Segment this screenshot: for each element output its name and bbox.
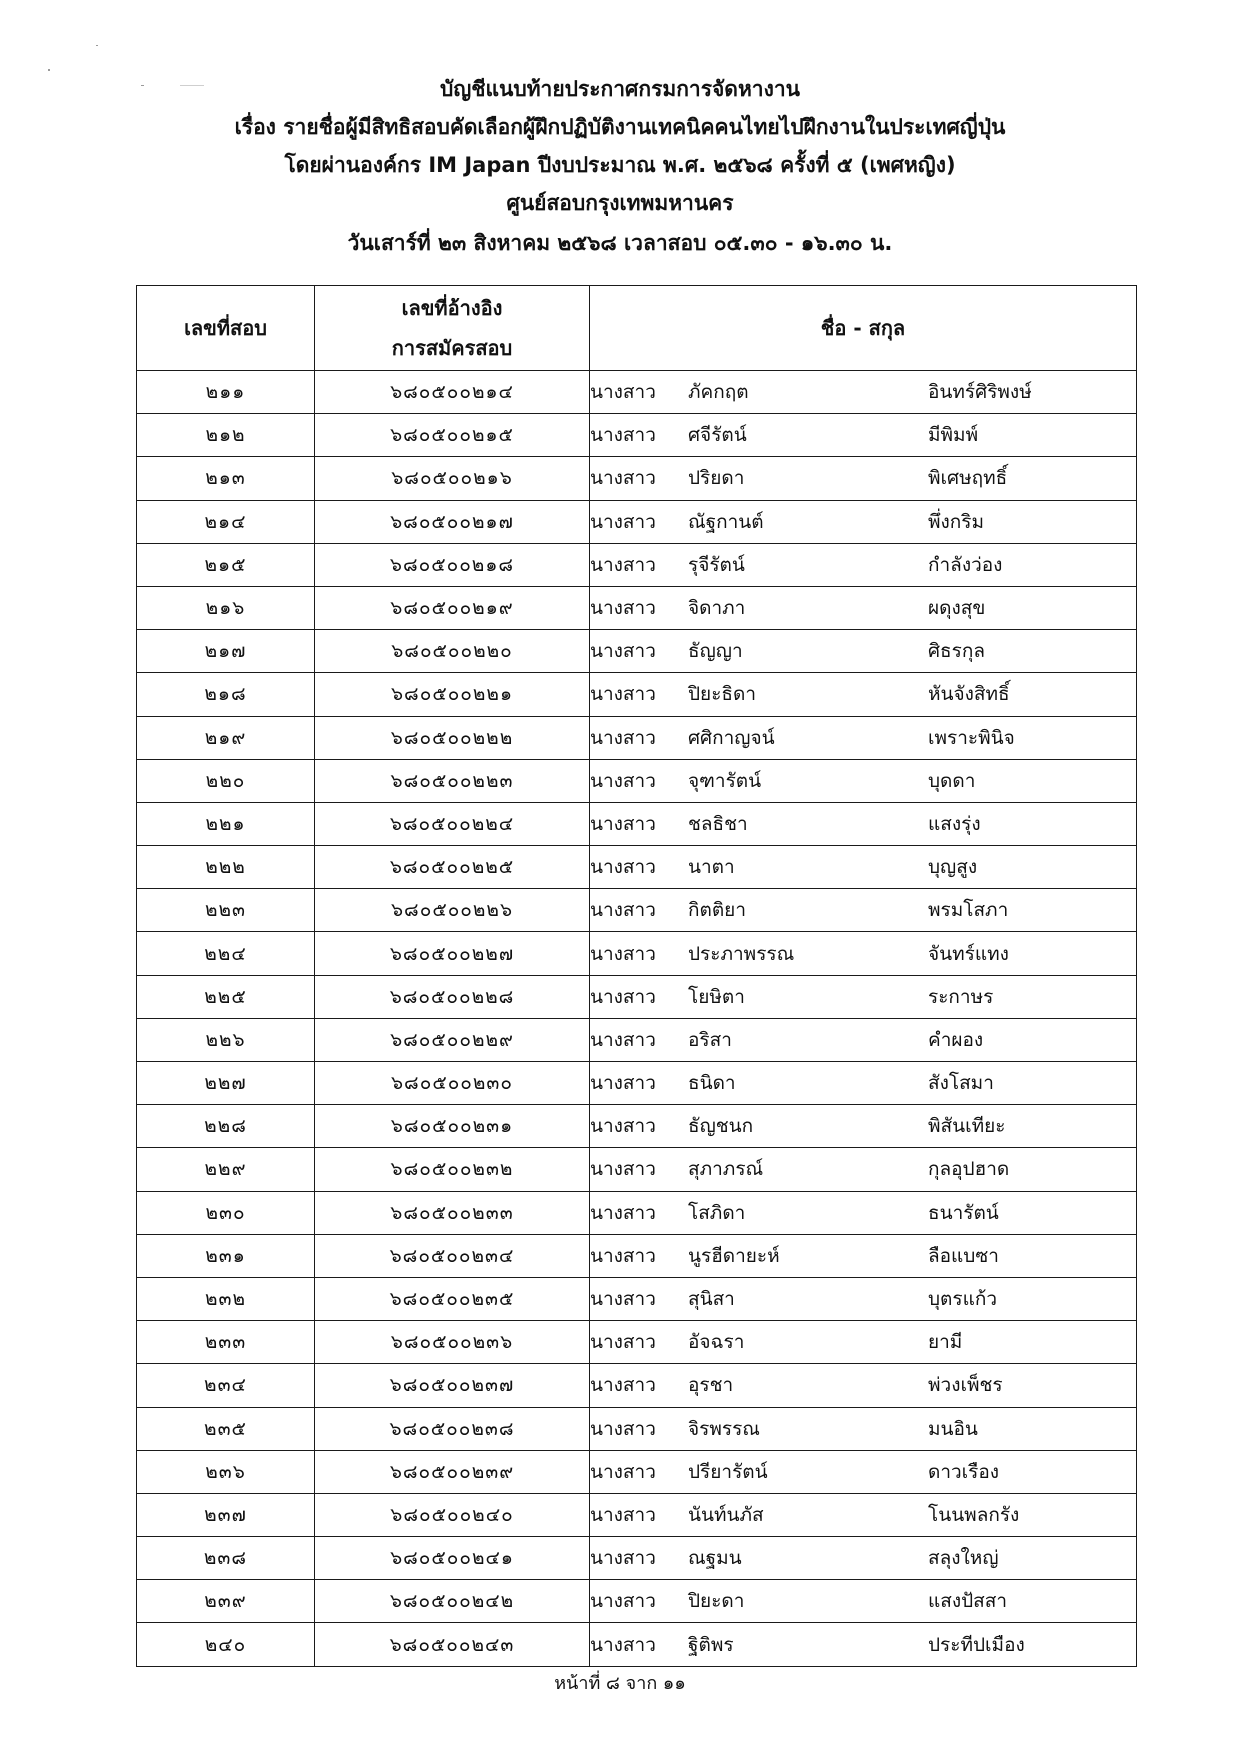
seat-number: ๒๒๕ — [137, 975, 315, 1018]
first-name: ปริยดา — [688, 467, 745, 490]
name-title: นางสาว — [590, 1028, 656, 1051]
first-name: ธนิดา — [688, 1072, 736, 1095]
table-row — [137, 1364, 1137, 1407]
first-name: กิตติยา — [688, 899, 746, 922]
full-name-cell — [590, 371, 1137, 414]
seat-number: ๒๓๖ — [137, 1450, 315, 1493]
first-name: จิดาภา — [688, 597, 746, 620]
name-title: นางสาว — [590, 597, 656, 620]
name-title: นางสาว — [590, 1158, 656, 1181]
first-name: อุรชา — [688, 1374, 734, 1397]
first-name: นันท์นภัส — [688, 1503, 764, 1526]
name-title: นางสาว — [590, 812, 656, 835]
first-name: สุนิสา — [688, 1288, 735, 1311]
first-name: อัจฉรา — [688, 1331, 745, 1354]
last-name: ระกาษร — [928, 985, 994, 1008]
reference-number: ๖๘๐๕๐๐๒๒๓ — [315, 759, 590, 802]
full-name-cell — [590, 889, 1137, 932]
last-name: ยามี — [928, 1331, 963, 1354]
first-name: อริสา — [688, 1028, 732, 1051]
reference-number: ๖๘๐๕๐๐๒๑๙ — [315, 586, 590, 629]
last-name: ลือแบซา — [928, 1244, 999, 1267]
full-name-cell — [590, 802, 1137, 845]
last-name: ผดุงสุข — [928, 597, 986, 620]
full-name-cell — [590, 1580, 1137, 1623]
name-title: นางสาว — [590, 424, 656, 447]
name-title: นางสาว — [590, 1201, 656, 1224]
name-title: นางสาว — [590, 1460, 656, 1483]
full-name-cell — [590, 1191, 1137, 1234]
table-row — [137, 414, 1137, 457]
full-name-cell — [590, 1321, 1137, 1364]
table-row — [137, 500, 1137, 543]
seat-number: ๒๑๘ — [137, 673, 315, 716]
column-header-seat: เลขที่สอบ — [137, 286, 315, 371]
table-row — [137, 1537, 1137, 1580]
last-name: พิเศษฤทธิ์ — [928, 467, 1008, 490]
last-name: แสงปัสสา — [928, 1590, 1008, 1613]
table-row — [137, 1450, 1137, 1493]
reference-number: ๖๘๐๕๐๐๒๒๒ — [315, 716, 590, 759]
reference-number: ๖๘๐๕๐๐๒๒๔ — [315, 802, 590, 845]
name-title: นางสาว — [590, 1244, 656, 1267]
header-subject: เรื่อง รายชื่อผู้มีสิทธิสอบคัดเลือกผู้ฝึกปฏิบัติงานเทคนิคคนไทยไปฝึกงานในประเทศญี่ปุ่น — [234, 115, 1006, 139]
table-row — [137, 975, 1137, 1018]
last-name: กำลังว่อง — [928, 553, 1003, 576]
first-name: นาตา — [688, 856, 735, 879]
name-title: นางสาว — [590, 1331, 656, 1354]
full-name-cell — [590, 414, 1137, 457]
table-row — [137, 586, 1137, 629]
seat-number: ๒๑๙ — [137, 716, 315, 759]
table-row — [137, 846, 1137, 889]
name-title: นางสาว — [590, 510, 656, 533]
full-name-cell — [590, 1148, 1137, 1191]
reference-number: ๖๘๐๕๐๐๒๓๖ — [315, 1321, 590, 1364]
first-name: นูรฮีดายะห์ — [688, 1244, 780, 1267]
last-name: พรมโสภา — [928, 899, 1009, 922]
first-name: ประภาพรรณ — [688, 942, 795, 965]
first-name: ธัญชนก — [688, 1115, 754, 1138]
seat-number: ๒๒๘ — [137, 1105, 315, 1148]
last-name: ธนารัตน์ — [928, 1201, 999, 1224]
seat-number: ๒๒๔ — [137, 932, 315, 975]
last-name: มนอิน — [928, 1417, 978, 1440]
full-name-cell — [590, 586, 1137, 629]
seat-number: ๒๓๗ — [137, 1493, 315, 1536]
header-title: บัญชีแนบท้ายประกาศกรมการจัดหางาน — [440, 77, 800, 101]
table-row — [137, 759, 1137, 802]
table-row — [137, 932, 1137, 975]
full-name-cell — [590, 630, 1137, 673]
full-name-cell — [590, 1493, 1137, 1536]
full-name-cell — [590, 673, 1137, 716]
seat-number: ๒๑๕ — [137, 543, 315, 586]
reference-number: ๖๘๐๕๐๐๒๓๑ — [315, 1105, 590, 1148]
reference-number: ๖๘๐๕๐๐๒๔๓ — [315, 1623, 590, 1666]
reference-number: ๖๘๐๕๐๐๒๓๓ — [315, 1191, 590, 1234]
name-title: นางสาว — [590, 553, 656, 576]
full-name-cell — [590, 846, 1137, 889]
reference-number: ๖๘๐๕๐๐๒๒๙ — [315, 1018, 590, 1061]
name-title: นางสาว — [590, 1115, 656, 1138]
first-name: ปรียารัตน์ — [688, 1460, 768, 1483]
first-name: จิรพรรณ — [688, 1417, 760, 1440]
seat-number: ๒๒๓ — [137, 889, 315, 932]
first-name: ศศิกาญจน์ — [688, 726, 775, 749]
name-title: นางสาว — [590, 769, 656, 792]
last-name: เพราะพินิจ — [928, 726, 1015, 749]
table-row — [137, 716, 1137, 759]
name-title: นางสาว — [590, 467, 656, 490]
seat-number: ๒๓๘ — [137, 1537, 315, 1580]
reference-number: ๖๘๐๕๐๐๒๔๐ — [315, 1493, 590, 1536]
name-title: นางสาว — [590, 856, 656, 879]
column-header-reference-line2: การสมัครสอบ — [391, 336, 513, 360]
table-header-row — [137, 286, 1137, 371]
table-row — [137, 1277, 1137, 1320]
name-title: นางสาว — [590, 1417, 656, 1440]
name-title: นางสาว — [590, 1503, 656, 1526]
last-name: สังโสมา — [928, 1072, 994, 1095]
seat-number: ๒๑๓ — [137, 457, 315, 500]
full-name-cell — [590, 1537, 1137, 1580]
last-name: กุลอุปฮาด — [928, 1158, 1010, 1181]
page-number: หน้าที่ ๘ จาก ๑๑ — [554, 1673, 686, 1694]
table-body — [137, 371, 1137, 1667]
seat-number: ๒๓๔ — [137, 1364, 315, 1407]
full-name-cell — [590, 1407, 1137, 1450]
last-name: จันทร์แทง — [928, 942, 1009, 965]
candidate-table — [136, 285, 1137, 1667]
name-title: นางสาว — [590, 1547, 656, 1570]
name-title: นางสาว — [590, 899, 656, 922]
last-name: บุญสูง — [928, 856, 978, 879]
name-title: นางสาว — [590, 640, 656, 663]
table-row — [137, 1148, 1137, 1191]
table-row — [137, 1105, 1137, 1148]
first-name: ภัคกฤต — [688, 381, 749, 404]
table-row — [137, 1321, 1137, 1364]
seat-number: ๒๓๑ — [137, 1234, 315, 1277]
name-title: นางสาว — [590, 1072, 656, 1095]
last-name: ดาวเรือง — [928, 1460, 1000, 1483]
table-row — [137, 1191, 1137, 1234]
seat-number: ๒๑๔ — [137, 500, 315, 543]
name-title: นางสาว — [590, 1633, 656, 1656]
last-name: โนนพลกรัง — [928, 1503, 1020, 1526]
last-name: คำผอง — [928, 1028, 984, 1051]
column-header-name: ชื่อ - สกุล — [590, 286, 1137, 371]
table-row — [137, 1018, 1137, 1061]
name-title: นางสาว — [590, 985, 656, 1008]
first-name: โยษิตา — [688, 985, 745, 1008]
reference-number: ๖๘๐๕๐๐๒๒๑ — [315, 673, 590, 716]
reference-number: ๖๘๐๕๐๐๒๒๘ — [315, 975, 590, 1018]
first-name: จุฑารัตน์ — [688, 769, 762, 792]
last-name: หันจังสิทธิ์ — [928, 683, 1010, 706]
reference-number: ๖๘๐๕๐๐๒๑๗ — [315, 500, 590, 543]
header-organization: โดยผ่านองค์กร IM Japan ปีงบประมาณ พ.ศ. ๒๕๖๘ ครั้งที่ ๕ (เพศหญิง) — [284, 153, 956, 177]
full-name-cell — [590, 1234, 1137, 1277]
name-title: นางสาว — [590, 726, 656, 749]
reference-number: ๖๘๐๕๐๐๒๔๑ — [315, 1537, 590, 1580]
seat-number: ๒๒๒ — [137, 846, 315, 889]
seat-number: ๒๑๑ — [137, 371, 315, 414]
reference-number: ๖๘๐๕๐๐๒๓๒ — [315, 1148, 590, 1191]
last-name: แสงรุ่ง — [928, 812, 981, 835]
full-name-cell — [590, 1277, 1137, 1320]
column-header-reference — [315, 286, 590, 371]
reference-number: ๖๘๐๕๐๐๒๔๒ — [315, 1580, 590, 1623]
reference-number: ๖๘๐๕๐๐๒๒๖ — [315, 889, 590, 932]
first-name: สุภาภรณ์ — [688, 1158, 764, 1181]
reference-number: ๖๘๐๕๐๐๒๑๕ — [315, 414, 590, 457]
seat-number: ๒๒๗ — [137, 1062, 315, 1105]
first-name: ปิยะดา — [688, 1590, 745, 1613]
first-name: ฐิติพร — [688, 1633, 734, 1656]
first-name: ศจีรัตน์ — [688, 424, 747, 447]
table-row — [137, 1623, 1137, 1666]
table-row — [137, 457, 1137, 500]
name-title: นางสาว — [590, 1374, 656, 1397]
header-exam-center: ศูนย์สอบกรุงเทพมหานคร — [506, 191, 734, 215]
seat-number: ๒๒๐ — [137, 759, 315, 802]
full-name-cell — [590, 1062, 1137, 1105]
table-row — [137, 802, 1137, 845]
last-name: สลุงใหญ่ — [928, 1547, 999, 1570]
last-name: พึ่งกริม — [928, 510, 985, 533]
table-row — [137, 1493, 1137, 1536]
first-name: รุจีรัตน์ — [688, 553, 745, 576]
full-name-cell — [590, 457, 1137, 500]
name-title: นางสาว — [590, 1288, 656, 1311]
table-row — [137, 1580, 1137, 1623]
seat-number: ๒๑๒ — [137, 414, 315, 457]
full-name-cell — [590, 1623, 1137, 1666]
seat-number: ๒๑๖ — [137, 586, 315, 629]
last-name: พิสันเทียะ — [928, 1115, 1006, 1138]
table-row — [137, 1062, 1137, 1105]
reference-number: ๖๘๐๕๐๐๒๑๖ — [315, 457, 590, 500]
table-row — [137, 630, 1137, 673]
seat-number: ๒๔๐ — [137, 1623, 315, 1666]
seat-number: ๒๒๙ — [137, 1148, 315, 1191]
full-name-cell — [590, 716, 1137, 759]
full-name-cell — [590, 543, 1137, 586]
last-name: มีพิมพ์ — [928, 424, 979, 447]
full-name-cell — [590, 500, 1137, 543]
full-name-cell — [590, 1364, 1137, 1407]
name-title: นางสาว — [590, 381, 656, 404]
reference-number: ๖๘๐๕๐๐๒๑๘ — [315, 543, 590, 586]
name-title: นางสาว — [590, 1590, 656, 1613]
seat-number: ๒๑๗ — [137, 630, 315, 673]
seat-number: ๒๓๕ — [137, 1407, 315, 1450]
first-name: ปิยะธิดา — [688, 683, 757, 706]
full-name-cell — [590, 932, 1137, 975]
document-header — [0, 70, 1240, 262]
full-name-cell — [590, 759, 1137, 802]
first-name: ณฐมน — [688, 1547, 742, 1570]
reference-number: ๖๘๐๕๐๐๒๒๐ — [315, 630, 590, 673]
first-name: ธัญญา — [688, 640, 743, 663]
reference-number: ๖๘๐๕๐๐๒๓๔ — [315, 1234, 590, 1277]
reference-number: ๖๘๐๕๐๐๒๓๗ — [315, 1364, 590, 1407]
column-header-reference-line1: เลขที่อ้างอิง — [401, 296, 503, 320]
first-name: ณัฐกานต์ — [688, 510, 764, 533]
table-row — [137, 543, 1137, 586]
seat-number: ๒๓๙ — [137, 1580, 315, 1623]
reference-number: ๖๘๐๕๐๐๒๑๔ — [315, 371, 590, 414]
table-row — [137, 889, 1137, 932]
seat-number: ๒๒๖ — [137, 1018, 315, 1061]
table-row — [137, 673, 1137, 716]
seat-number: ๒๒๑ — [137, 802, 315, 845]
first-name: โสภิดา — [688, 1201, 746, 1224]
full-name-cell — [590, 1450, 1137, 1493]
table-row — [137, 371, 1137, 414]
full-name-cell — [590, 1018, 1137, 1061]
name-title: นางสาว — [590, 683, 656, 706]
reference-number: ๖๘๐๕๐๐๒๓๙ — [315, 1450, 590, 1493]
first-name: ชลธิชา — [688, 812, 748, 835]
full-name-cell — [590, 975, 1137, 1018]
header-exam-date: วันเสาร์ที่ ๒๓ สิงหาคม ๒๕๖๘ เวลาสอบ ๐๕.๓๐ - ๑๖.๓๐ น. — [347, 231, 893, 255]
last-name: ประทีปเมือง — [928, 1633, 1025, 1656]
table-row — [137, 1407, 1137, 1450]
last-name: บุตรแก้ว — [928, 1288, 998, 1311]
table-row — [137, 1234, 1137, 1277]
reference-number: ๖๘๐๕๐๐๒๓๘ — [315, 1407, 590, 1450]
last-name: ศิธรกุล — [928, 640, 986, 663]
reference-number: ๖๘๐๕๐๐๒๒๗ — [315, 932, 590, 975]
scan-speck — [96, 45, 98, 46]
last-name: พ่วงเพ็ชร — [928, 1374, 1003, 1397]
seat-number: ๒๓๐ — [137, 1191, 315, 1234]
reference-number: ๖๘๐๕๐๐๒๓๕ — [315, 1277, 590, 1320]
reference-number: ๖๘๐๕๐๐๒๒๕ — [315, 846, 590, 889]
full-name-cell — [590, 1105, 1137, 1148]
seat-number: ๒๓๒ — [137, 1277, 315, 1320]
last-name: อินทร์ศิริพงษ์ — [928, 381, 1032, 404]
name-title: นางสาว — [590, 942, 656, 965]
reference-number: ๖๘๐๕๐๐๒๓๐ — [315, 1062, 590, 1105]
seat-number: ๒๓๓ — [137, 1321, 315, 1364]
last-name: บุดดา — [928, 769, 976, 792]
